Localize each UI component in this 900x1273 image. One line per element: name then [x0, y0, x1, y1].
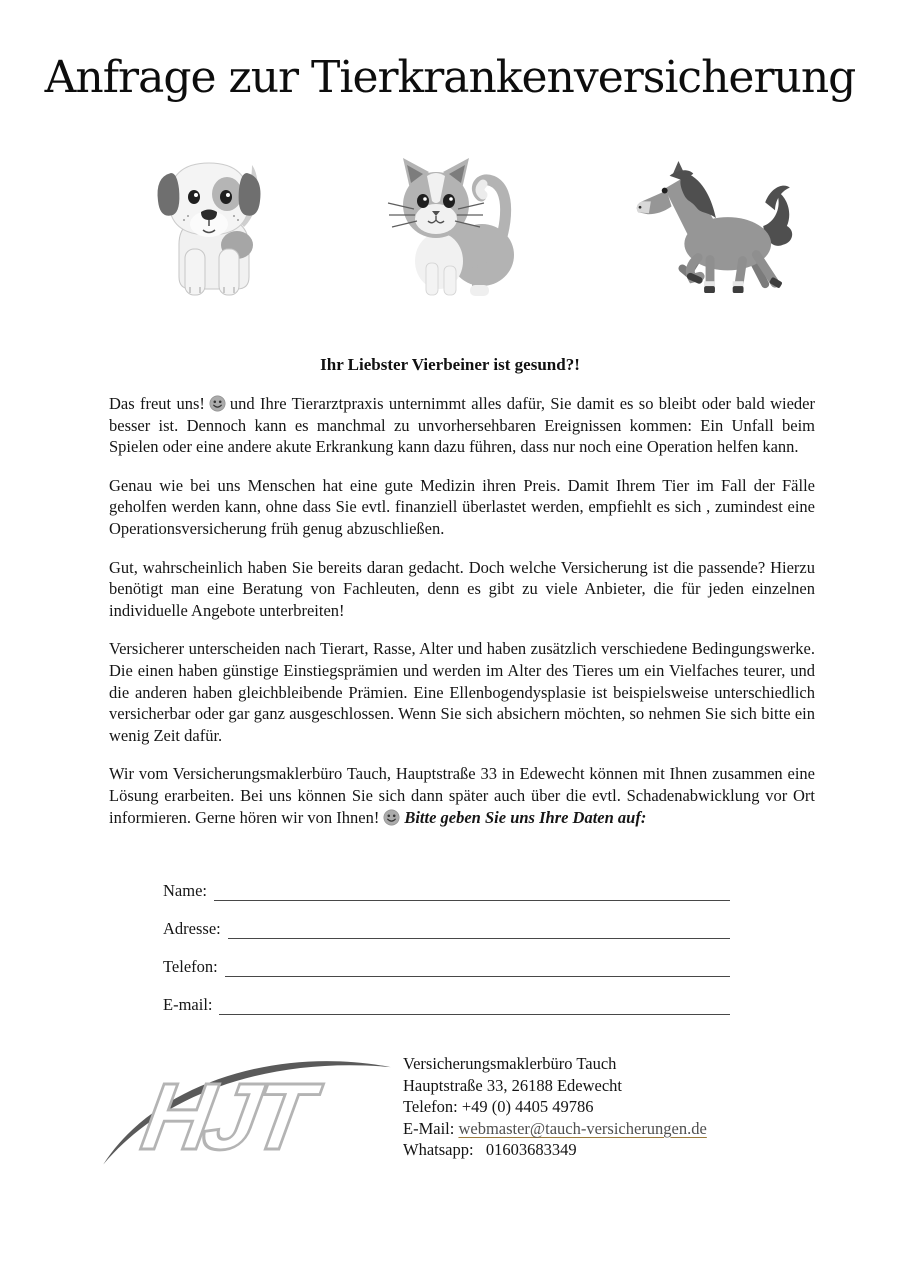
email-input-line[interactable]: [219, 993, 730, 1015]
company-phone: Telefon: +49 (0) 4405 49786: [403, 1097, 594, 1117]
paragraph-4: Versicherer unterscheiden nach Tierart, Rasse, Alter und haben zusätzlich verschiedene Bedingungswerke. Die einen haben günstige Einstiegsprämien und werden im Alter des Tieres um ein Vielfaches teurer, und die anderen haben gleichbleibende Prämien. Eine Ellenbogendysplasie ist beispielsweise unterschiedlich versicherbar oder gar ganz ausgeschlossen. Wenn Sie sich absichern möchten, so nehmen Sie sich bitte ein wenig Zeit dafür.: [109, 639, 815, 745]
document-title: Anfrage zur Tierkrankenversicherung: [44, 52, 856, 103]
paragraph-5-text: Wir vom Versicherungsmaklerbüro Tauch, Hauptstraße 33 in Edewecht können mit Ihnen zusammen eine Lösung erarbeiten. Bei uns können Sie sich dann später auch über die evtl. Schadenabwicklung vor Ort informieren. Gerne hören wir von Ihnen!: [109, 764, 815, 827]
paragraph-2: Genau wie bei uns Menschen hat eine gute Medizin ihren Preis. Damit Ihrem Tier im Fall der Fälle geholfen werden kann, ohne dass Sie evtl. finanziell überlastet werden, empfiehlt es sich , zumindest eine Operationsversicherung früh genug abzuschließen.: [109, 475, 815, 538]
name-input-line[interactable]: [214, 879, 730, 901]
email-link[interactable]: webmaster@tauch-versicherungen.de: [458, 1118, 707, 1138]
paragraph-1: [109, 393, 815, 458]
company-name: Versicherungsmaklerbüro Tauch: [403, 1054, 617, 1074]
smiley-emoji-icon: [209, 395, 226, 412]
section-heading: Ihr Liebster Vierbeiner ist gesund?!: [320, 355, 580, 374]
footer: [0, 1043, 900, 1178]
company-email-line: [403, 1118, 707, 1140]
call-to-action-text: Bitte geben Sie uns Ihre Daten auf:: [404, 807, 647, 827]
email-label: E-Mail:: [403, 1118, 459, 1138]
hjt-company-logo: [95, 1043, 395, 1178]
form-row-name: [163, 878, 730, 901]
contact-info-block: [403, 1043, 707, 1161]
paragraph-1-text-cont: und Ihre Tierarztpraxis unternimmt alles dafür, Sie damit es so bleibt oder bald wieder besser ist. Dennoch kann es manchmal zu unvorhersehbaren Ereignissen kommen: Ein Unfall beim Spielen oder eine andere akute Erkrankung kann dazu führen, dass nur noch eine Operation helfen kann.: [109, 394, 815, 457]
horse-emoji-image: [627, 159, 795, 297]
company-address: Hauptstraße 33, 26188 Edewecht: [403, 1075, 623, 1095]
adresse-input-line[interactable]: [228, 917, 730, 939]
form-row-email: [163, 992, 730, 1015]
smiley-emoji-icon: [383, 809, 400, 826]
body-text: [0, 393, 900, 828]
logo-letters: HJT: [126, 1063, 327, 1170]
company-whatsapp: Whatsapp: 01603683349: [403, 1140, 577, 1160]
paragraph-3: Gut, wahrscheinlich haben Sie bereits daran gedacht. Doch welche Versicherung ist die passende? Hierzu benötigt man eine Beratung von Fachleuten, denn es gibt zu viele Anbieter, die für jeden einzelnen individuelle Angebote unterbreiten!: [109, 557, 815, 620]
animal-images-row: [148, 149, 795, 299]
paragraph-5: [109, 763, 815, 828]
adresse-field-label: Adresse:: [163, 919, 221, 939]
cat-emoji-image: [384, 149, 524, 299]
paragraph-1-text: Das freut uns!: [109, 394, 205, 413]
dog-emoji-image: [148, 149, 280, 299]
telefon-field-label: Telefon:: [163, 957, 218, 977]
name-field-label: Name:: [163, 881, 207, 901]
email-field-label: E-mail:: [163, 995, 213, 1015]
form-row-telefon: [163, 954, 730, 977]
form-row-adresse: [163, 916, 730, 939]
contact-form: [163, 878, 730, 1015]
telefon-input-line[interactable]: [225, 955, 730, 977]
